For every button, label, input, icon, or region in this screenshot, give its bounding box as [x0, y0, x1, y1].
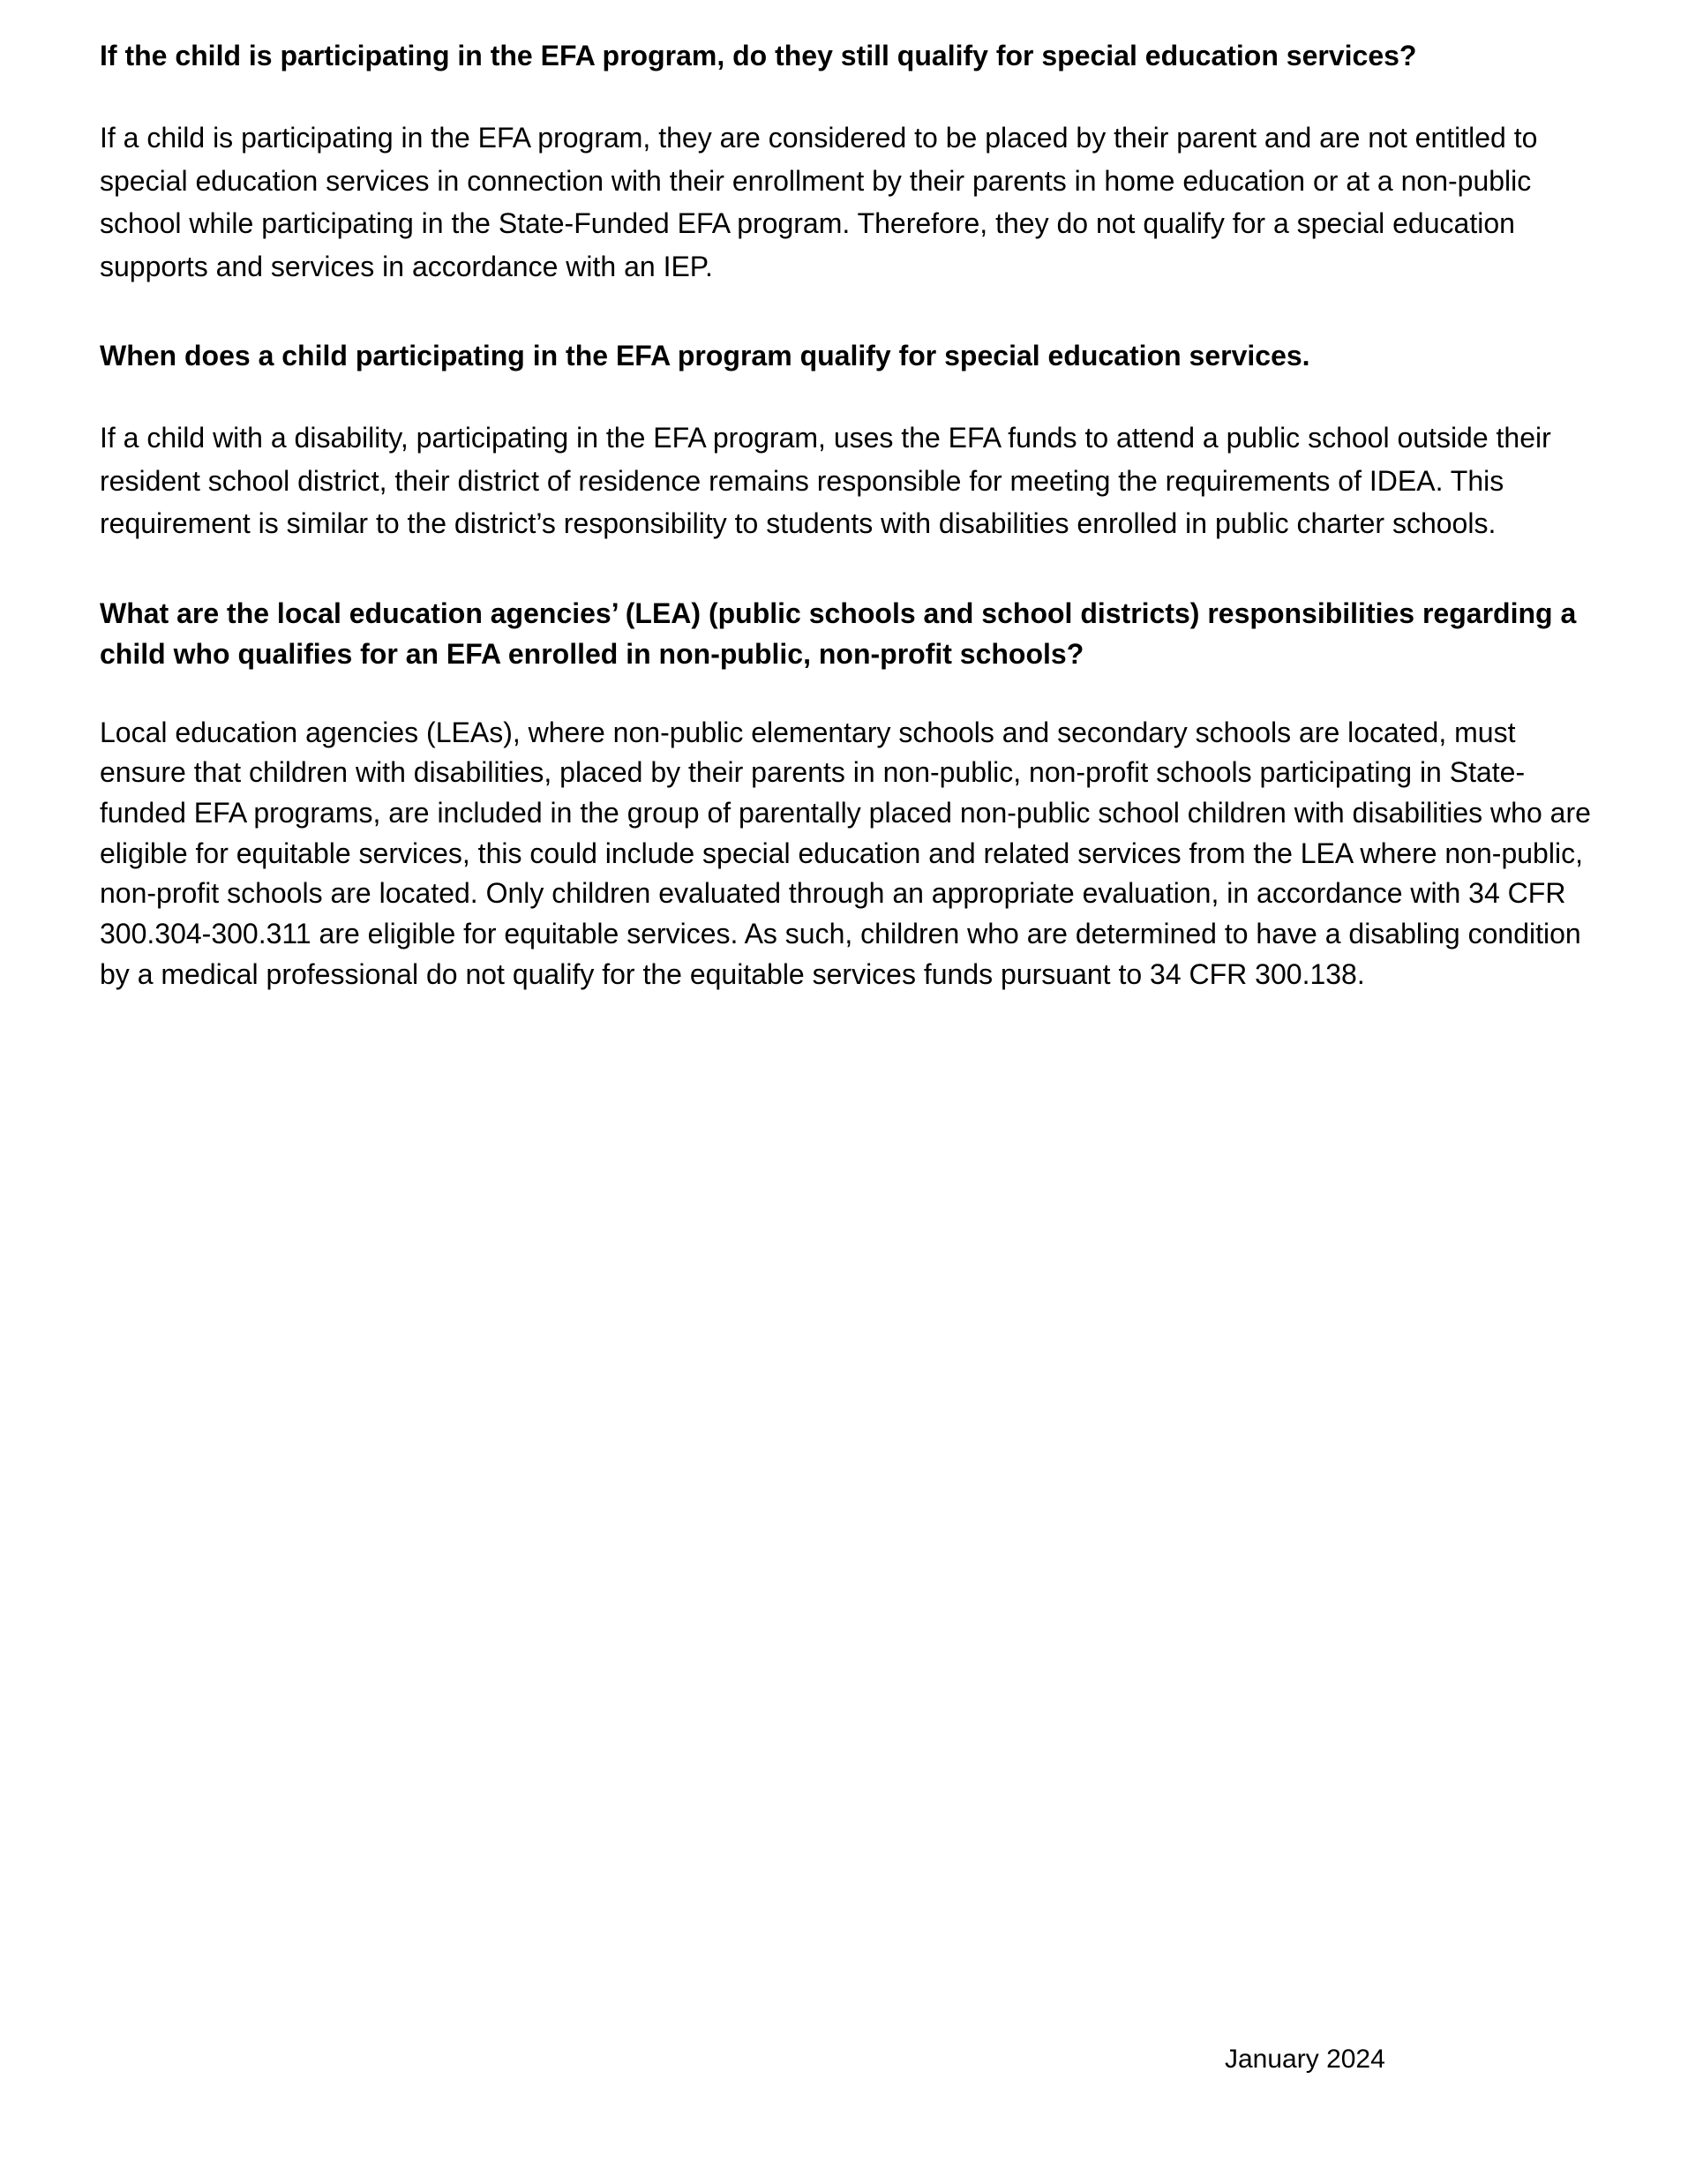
question-heading-2: When does a child participating in the EFA program qualify for special education services. — [100, 340, 1310, 372]
answer-paragraph-2: If a child with a disability, participating in the EFA program, uses the EFA funds to attend a public school outside their resident school district, their district of residence remains responsible for meeting the requirements of IDEA. This requirement is similar to the district’s responsibility to students with disabilities enrolled in public charter schools. — [100, 422, 1551, 539]
answer-paragraph-1: If a child is participating in the EFA program, they are considered to be placed by their parent and are not entitled to special education services in connection with their enrollment by their parents in home education or at a non-public school while participating in the State-Funded EFA program. Therefore, they do not qualify for a special education supports and services in accordance with an IEP. — [100, 122, 1538, 282]
spacer — [100, 288, 1591, 335]
spacer — [100, 76, 1591, 116]
question-heading-3: What are the local education agencies’ (LEA) (public schools and school districts) responsibilities regarding a child who qualifies for an EFA enrolled in non-public, non-profit schools? — [100, 597, 1577, 670]
footer-date: January 2024 — [1225, 2045, 1385, 2074]
answer-paragraph-3: Local education agencies (LEAs), where non-public elementary schools and secondary schools are located, must ensure that children with disabilities, placed by their parents in non-public, non-profit schools participating in State-funded EFA programs, are included in the group of parentally placed non-public school children with disabilities who are eligible for equitable services, this could include special education and related services from the LEA where non-public, non-profit schools are located. Only children evaluated through an appropriate evaluation, in accordance with 34 CFR 300.304-300.311 are eligible for equitable services. As such, children who are determined to have a disabling condition by a medical professional do not qualify for the equitable services funds pursuant to 34 CFR 300.138. — [100, 716, 1591, 990]
spacer — [100, 545, 1591, 593]
spacer — [100, 674, 1591, 713]
spacer — [100, 376, 1591, 417]
question-heading-1: If the child is participating in the EFA program, do they still qualify for special education services? — [100, 40, 1417, 71]
document-page — [100, 35, 1591, 994]
